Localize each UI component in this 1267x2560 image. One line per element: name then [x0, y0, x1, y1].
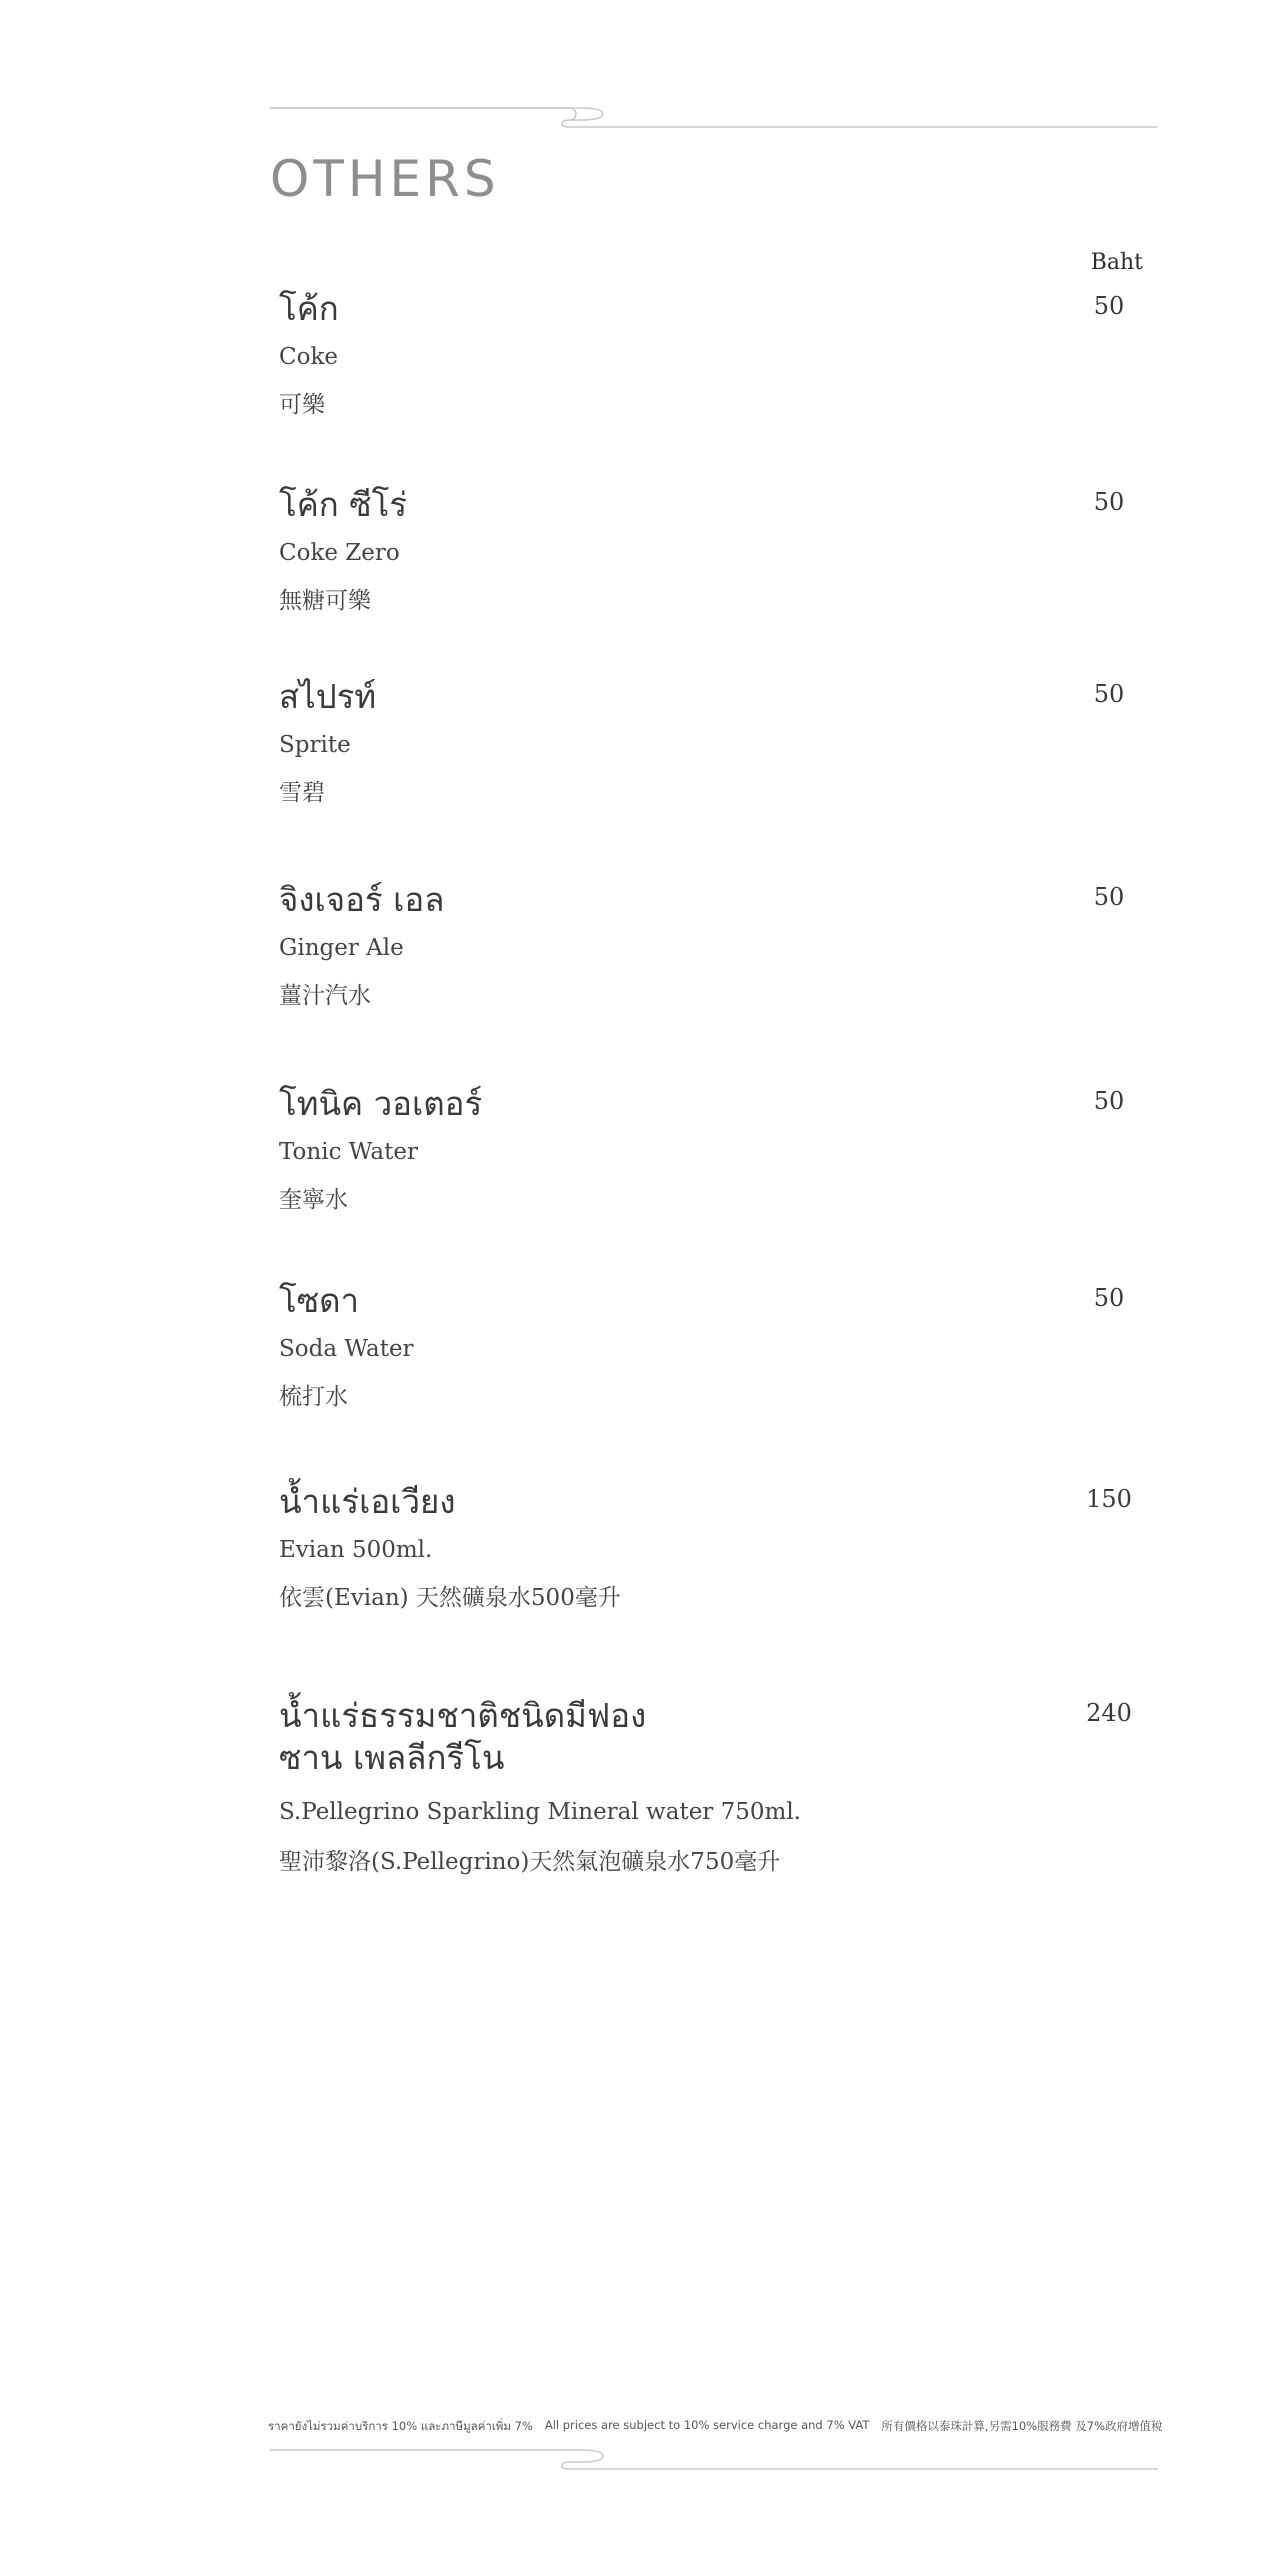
item-name-english: S.Pellegrino Sparkling Mineral water 750ml.	[279, 1799, 801, 1825]
item-name-thai: โค้ก	[279, 289, 339, 328]
menu-item-tonic-water	[279, 1083, 1149, 1215]
menu-item-sprite	[279, 676, 1149, 808]
item-name-english: Evian 500ml.	[279, 1537, 433, 1563]
top-divider	[270, 103, 1158, 133]
item-price: 150	[1086, 1485, 1132, 1513]
item-name-english: Ginger Ale	[279, 935, 404, 961]
item-name-chinese: 奎寧水	[279, 1187, 348, 1213]
menu-item-ginger-ale	[279, 879, 1149, 1011]
footer-note-thai: ราคายังไม่รวมค่าบริการ 10% และภาษีมูลค่าเพิ่ม 7%	[268, 2419, 533, 2433]
footer-note-chinese: 所有價格以泰珠計算,另需10%服務費 及7%政府增值稅	[881, 2419, 1163, 2433]
item-price: 50	[1093, 883, 1125, 911]
item-name-thai: น้ำแร่ธรรมชาติชนิดมีฟอง ซาน เพลลีกรีโน	[279, 1696, 647, 1777]
footer-note-english: All prices are subject to 10% service charge and 7% VAT	[544, 2418, 870, 2432]
item-name-thai: โซดา	[279, 1281, 360, 1320]
item-name-chinese: 依雲(Evian) 天然礦泉水500毫升	[279, 1585, 621, 1611]
item-name-thai: จิงเจอร์ เอล	[279, 880, 445, 919]
item-name-chinese: 無糖可樂	[279, 588, 371, 614]
item-price: 50	[1093, 292, 1125, 320]
menu-item-coke	[279, 288, 1149, 420]
item-name-thai: โค้ก ซีโร่	[279, 485, 408, 524]
footer-note	[268, 2418, 1163, 2436]
item-name-english: Sprite	[279, 732, 351, 758]
menu-item-soda-water	[279, 1280, 1149, 1412]
item-name-thai: น้ำแร่เอเวียง	[279, 1482, 456, 1521]
item-name-thai: โทนิค วอเตอร์	[279, 1084, 483, 1123]
item-name-chinese: 薑汁汽水	[279, 983, 371, 1009]
item-price: 50	[1093, 1087, 1125, 1115]
item-name-chinese: 聖沛黎洛(S.Pellegrino)天然氣泡礦泉水750毫升	[279, 1849, 781, 1875]
item-price: 50	[1093, 680, 1125, 708]
item-name-english: Soda Water	[279, 1336, 414, 1362]
bottom-divider	[270, 2445, 1158, 2475]
item-name-english: Coke	[279, 344, 338, 370]
menu-item-coke-zero	[279, 484, 1149, 616]
section-title: OTHERS	[270, 150, 500, 208]
item-price: 50	[1093, 488, 1125, 516]
item-name-thai: สไปรท์	[279, 677, 377, 716]
item-price: 50	[1093, 1284, 1125, 1312]
item-name-chinese: 梳打水	[279, 1384, 348, 1410]
menu-item-evian	[279, 1481, 1149, 1613]
menu-item-s-pellegrino	[279, 1695, 1149, 1877]
item-price: 240	[1086, 1699, 1132, 1727]
item-name-chinese: 可樂	[279, 392, 325, 418]
item-name-chinese: 雪碧	[279, 780, 325, 806]
currency-label: Baht	[1090, 250, 1143, 275]
item-name-english: Coke Zero	[279, 540, 400, 566]
item-name-english: Tonic Water	[279, 1139, 418, 1165]
